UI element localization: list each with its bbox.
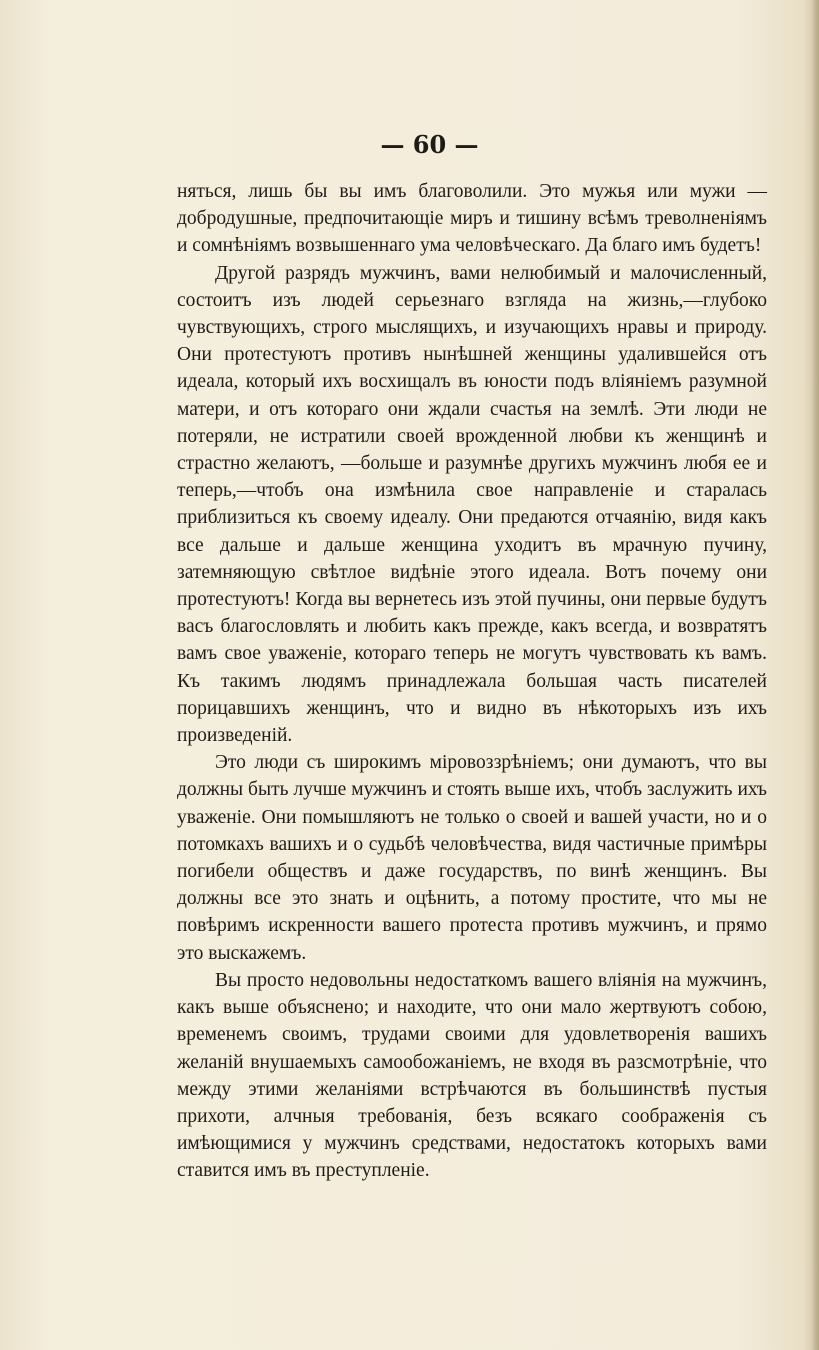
paragraph-3: Это люди съ широкимъ міровоззрѣніемъ; они думаютъ, что вы должны быть лучше мужчинъ и стоять выше ихъ, чтобъ заслужить ихъ уваженіе. Они помышляютъ не только о своей и вашей участи, но и о потомкахъ вашихъ и о судьбѣ человѣчества, видя частичные примѣры погибели обществъ и даже государствъ, по винѣ женщинъ. Вы должны все это знать и оцѣнить, а потому простите, что мы не повѣримъ искренности вашего протеста противъ мужчинъ, и прямо это выскажемъ.: [177, 752, 767, 964]
paragraph-1: няться, лишь бы вы имъ благоволили. Это мужья или мужи — добродушные, предпочитающіе миръ и тишину всѣмъ треволненіямъ и сомнѣніямъ возвышеннаго ума человѣческаго. Да благо имъ будетъ!: [177, 181, 767, 257]
page-edge-shadow: [811, 0, 819, 1350]
body-text: [177, 178, 767, 1185]
paragraph-2: Другой разрядъ мужчинъ, вами нелюбимый и малочисленный, состоитъ изъ людей серьезнаго взгляда на жизнь,—глубоко чувствующихъ, строго мыслящихъ, и изучающихъ нравы и природу. Они протестуютъ противъ нынѣшней женщины удалившейся отъ идеала, который ихъ восхищалъ въ юности подъ вліяніемъ разумной матери, и отъ котораго они ждали счастья на землѣ. Эти люди не потеряли, не истратили своей врожденной любви къ женщинѣ и страстно желаютъ, —больше и разумнѣе другихъ мужчинъ любя ее и теперь,—чтобъ она измѣнила свое направленіе и старалась приблизиться къ своему идеалу. Они предаются отчаянію, видя какъ все дальше и дальше женщина уходитъ въ мрачную пучину, затемняющую свѣтлое видѣніе этого идеала. Вотъ почему они протестуютъ! Когда вы вернетесь изъ этой пучины, они первые будутъ васъ благословлять и любить какъ прежде, какъ всегда, и возвратятъ вамъ свое уваженіе, котораго теперь не могутъ чувствовать къ вамъ. Къ такимъ людямъ принадлежала большая часть писателей порицавшихъ женщинъ, что и видно въ нѣкоторыхъ изъ ихъ произведеній.: [177, 262, 767, 747]
paragraph-4: Вы просто недовольны недостаткомъ вашего вліянія на мужчинъ, какъ выше объяснено; и находите, что они мало жертвуютъ собою, временемъ своимъ, трудами своими для удовлетворенія вашихъ желаній внушаемыхъ самообожаніемъ, не входя въ разсмотрѣніе, что между этими желаніями встрѣчаются въ большинствѣ пустыя прихоти, алчныя требованія, безъ всякаго соображенія съ имѣющимися у мужчинъ средствами, недостатокъ которыхъ вами ставится имъ въ преступленіе.: [177, 969, 767, 1182]
page-number: — 60 —: [380, 130, 479, 159]
